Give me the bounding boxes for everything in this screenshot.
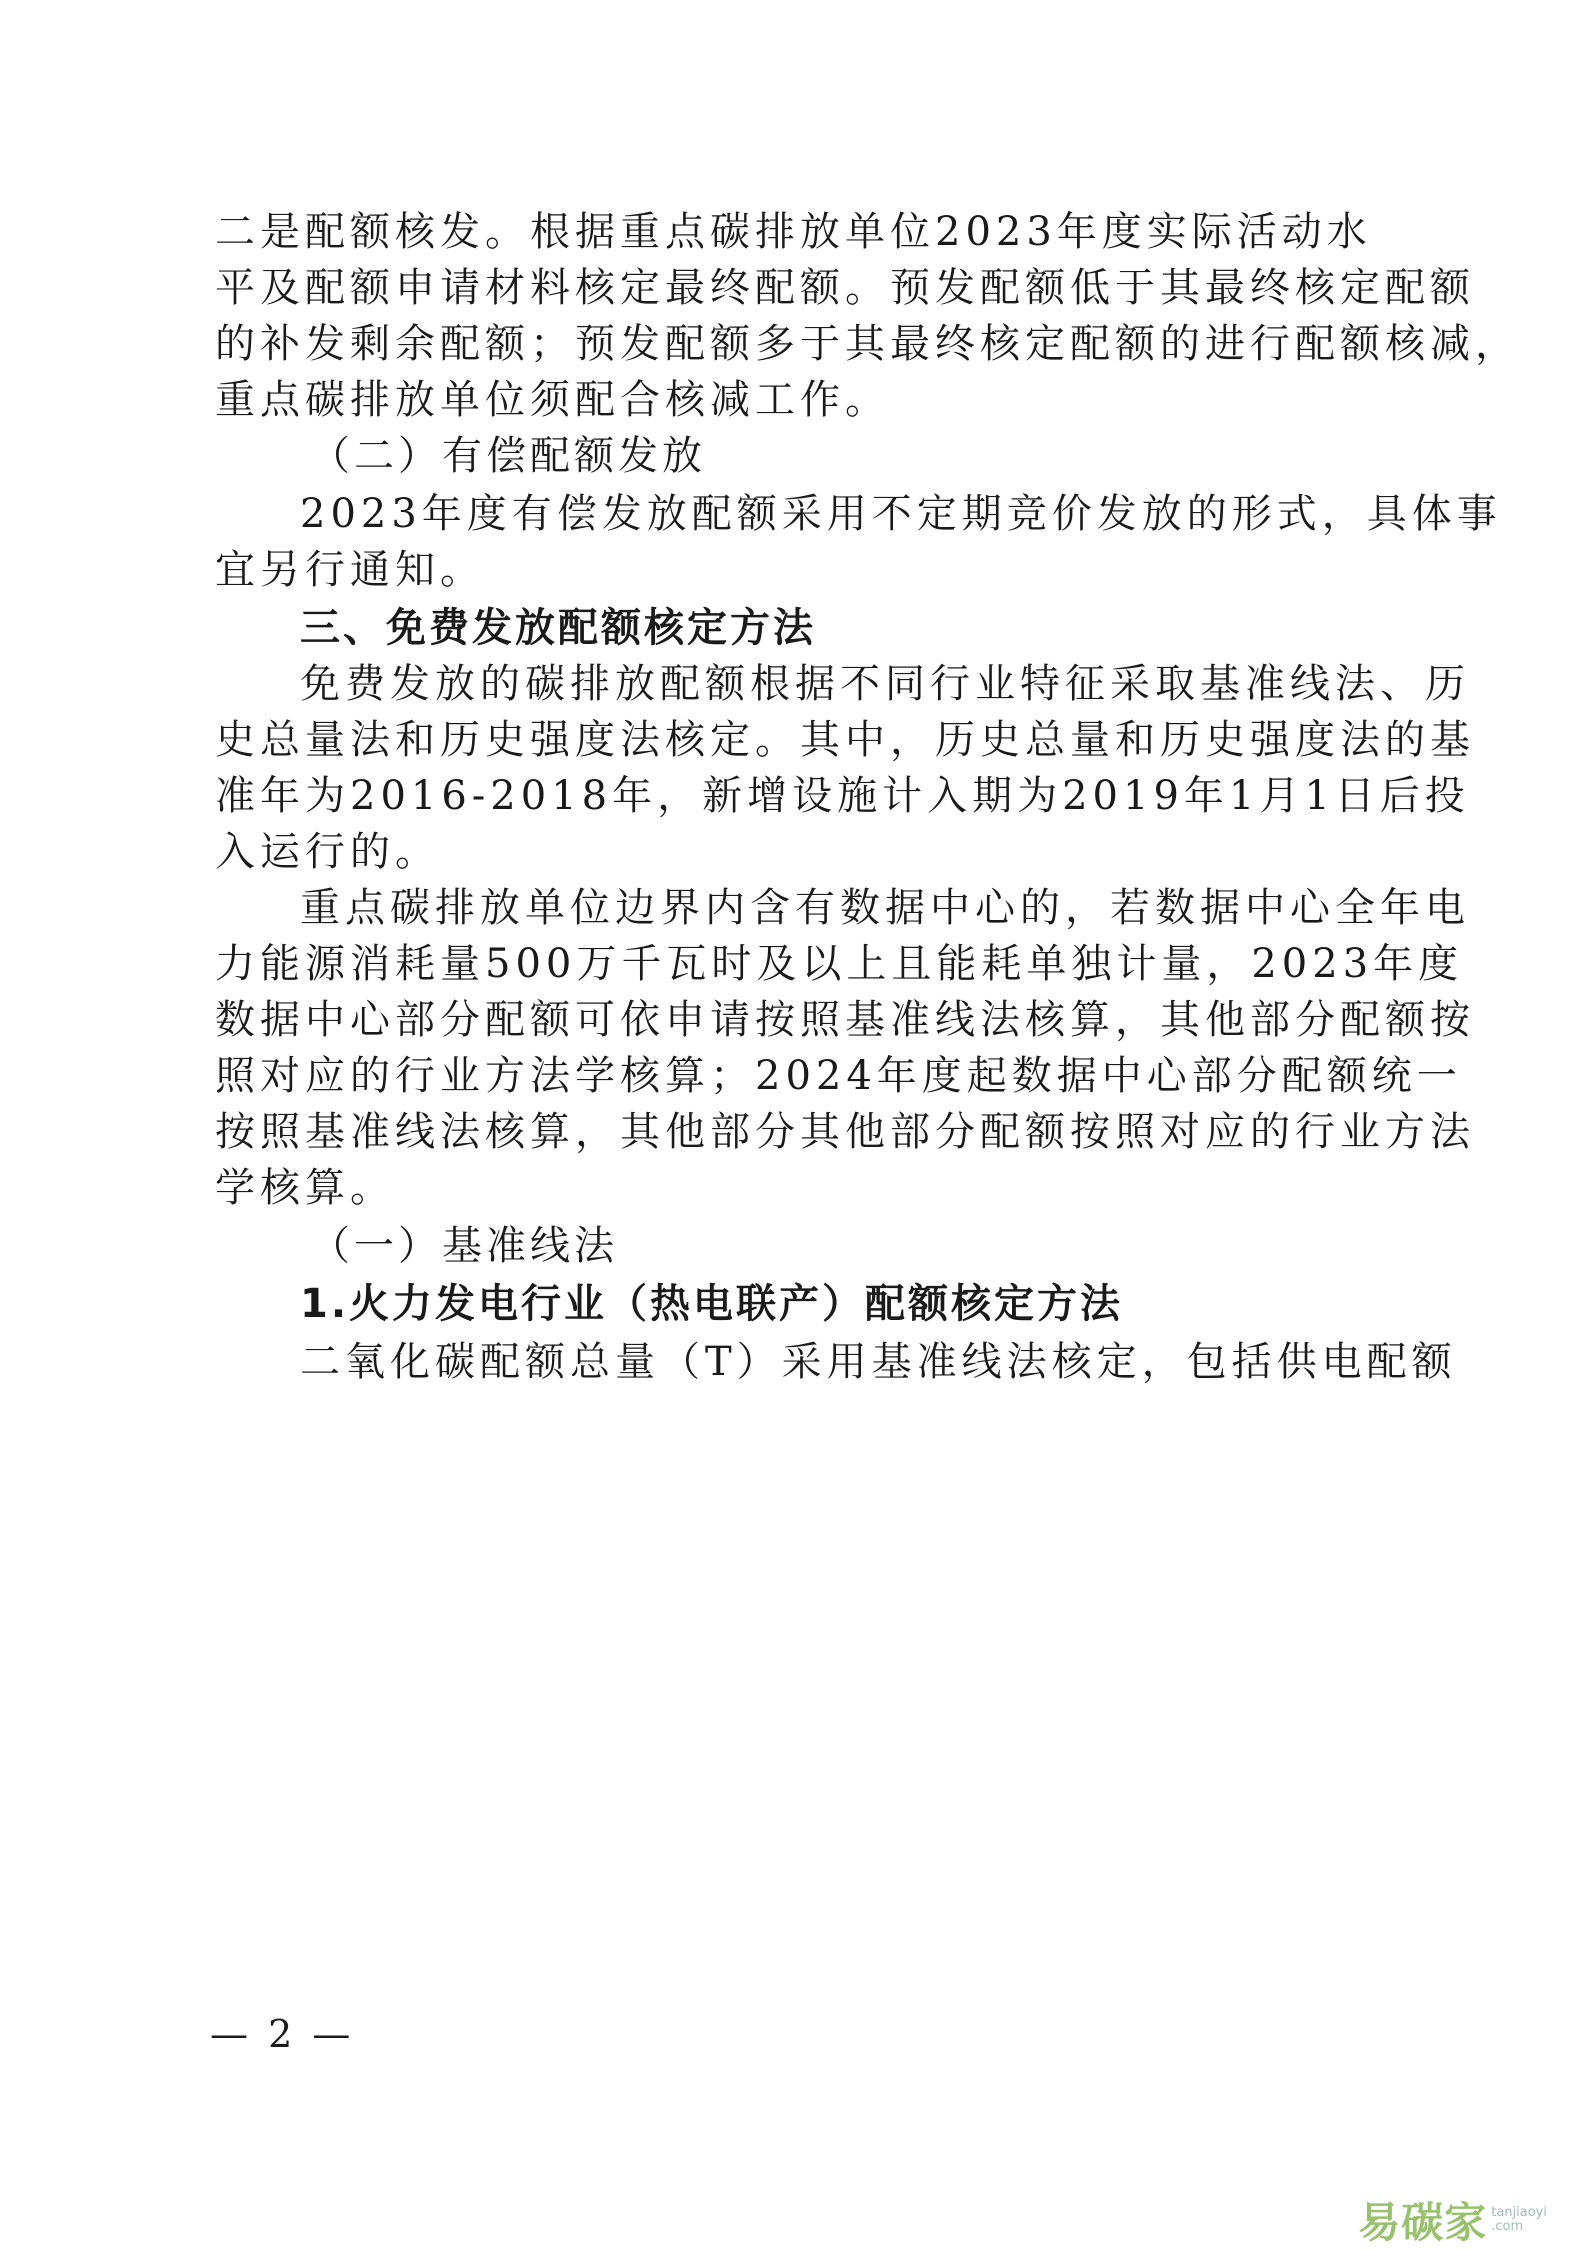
paragraph-line: 二是配额核发。根据重点碳排放单位2023年度实际活动水	[215, 209, 1372, 255]
paragraph-line: 重点碳排放单位边界内含有数据中心的，若数据中心全年电	[300, 885, 1470, 931]
paragraph-line: 准年为2016-2018年，新增设施计入期为2019年1月1日后投	[215, 773, 1470, 819]
watermark-url	[1491, 2206, 1547, 2234]
paragraph-line: 重点碳排放单位须配合核减工作。	[215, 377, 890, 423]
paragraph-line: 数据中心部分配额可依申请按照基准线法核算，其他部分配额按	[215, 997, 1475, 1043]
section-subheading: （二）有偿配额发放	[310, 433, 706, 479]
subsection-heading: 1.火力发电行业（热电联产）配额核定方法	[300, 1281, 1124, 1327]
paragraph-line: 学核算。	[215, 1165, 395, 1211]
paragraph-line: 的补发剩余配额；预发配额多于其最终核定配额的进行配额核减，	[215, 321, 1520, 367]
watermark-text: 易碳家	[1358, 2198, 1488, 2247]
paragraph-line: 史总量法和历史强度法核定。其中，历史总量和历史强度法的基	[215, 717, 1475, 763]
paragraph-line: 照对应的行业方法学核算；2024年度起数据中心部分配额统一	[215, 1053, 1462, 1099]
paragraph-line: 二氧化碳配额总量（T）采用基准线法核定，包括供电配额	[300, 1339, 1457, 1385]
paragraph-line: 入运行的。	[215, 829, 440, 875]
paragraph-line: 平及配额申请材料核定最终配额。预发配额低于其最终核定配额	[215, 265, 1475, 311]
page-number: — 2 —	[210, 2012, 355, 2056]
paragraph-line: 按照基准线法核算，其他部分其他部分配额按照对应的行业方法	[215, 1109, 1475, 1155]
watermark-url-bottom: .com	[1491, 2219, 1524, 2234]
section-subheading: （一）基准线法	[310, 1223, 618, 1269]
paragraph-line: 免费发放的碳排放配额根据不同行业特征采取基准线法、历	[300, 661, 1470, 707]
paragraph-line: 宜另行通知。	[215, 547, 485, 593]
watermark-url-top: tanjiaoyi	[1491, 2205, 1547, 2220]
paragraph-line: 2023年度有偿发放配额采用不定期竞价发放的形式，具体事	[300, 491, 1502, 537]
paragraph-line: 力能源消耗量500万千瓦时及以上且能耗单独计量，2023年度	[215, 941, 1464, 987]
watermark-logo	[1358, 2190, 1547, 2250]
section-heading: 三、免费发放配额核定方法	[300, 605, 816, 651]
